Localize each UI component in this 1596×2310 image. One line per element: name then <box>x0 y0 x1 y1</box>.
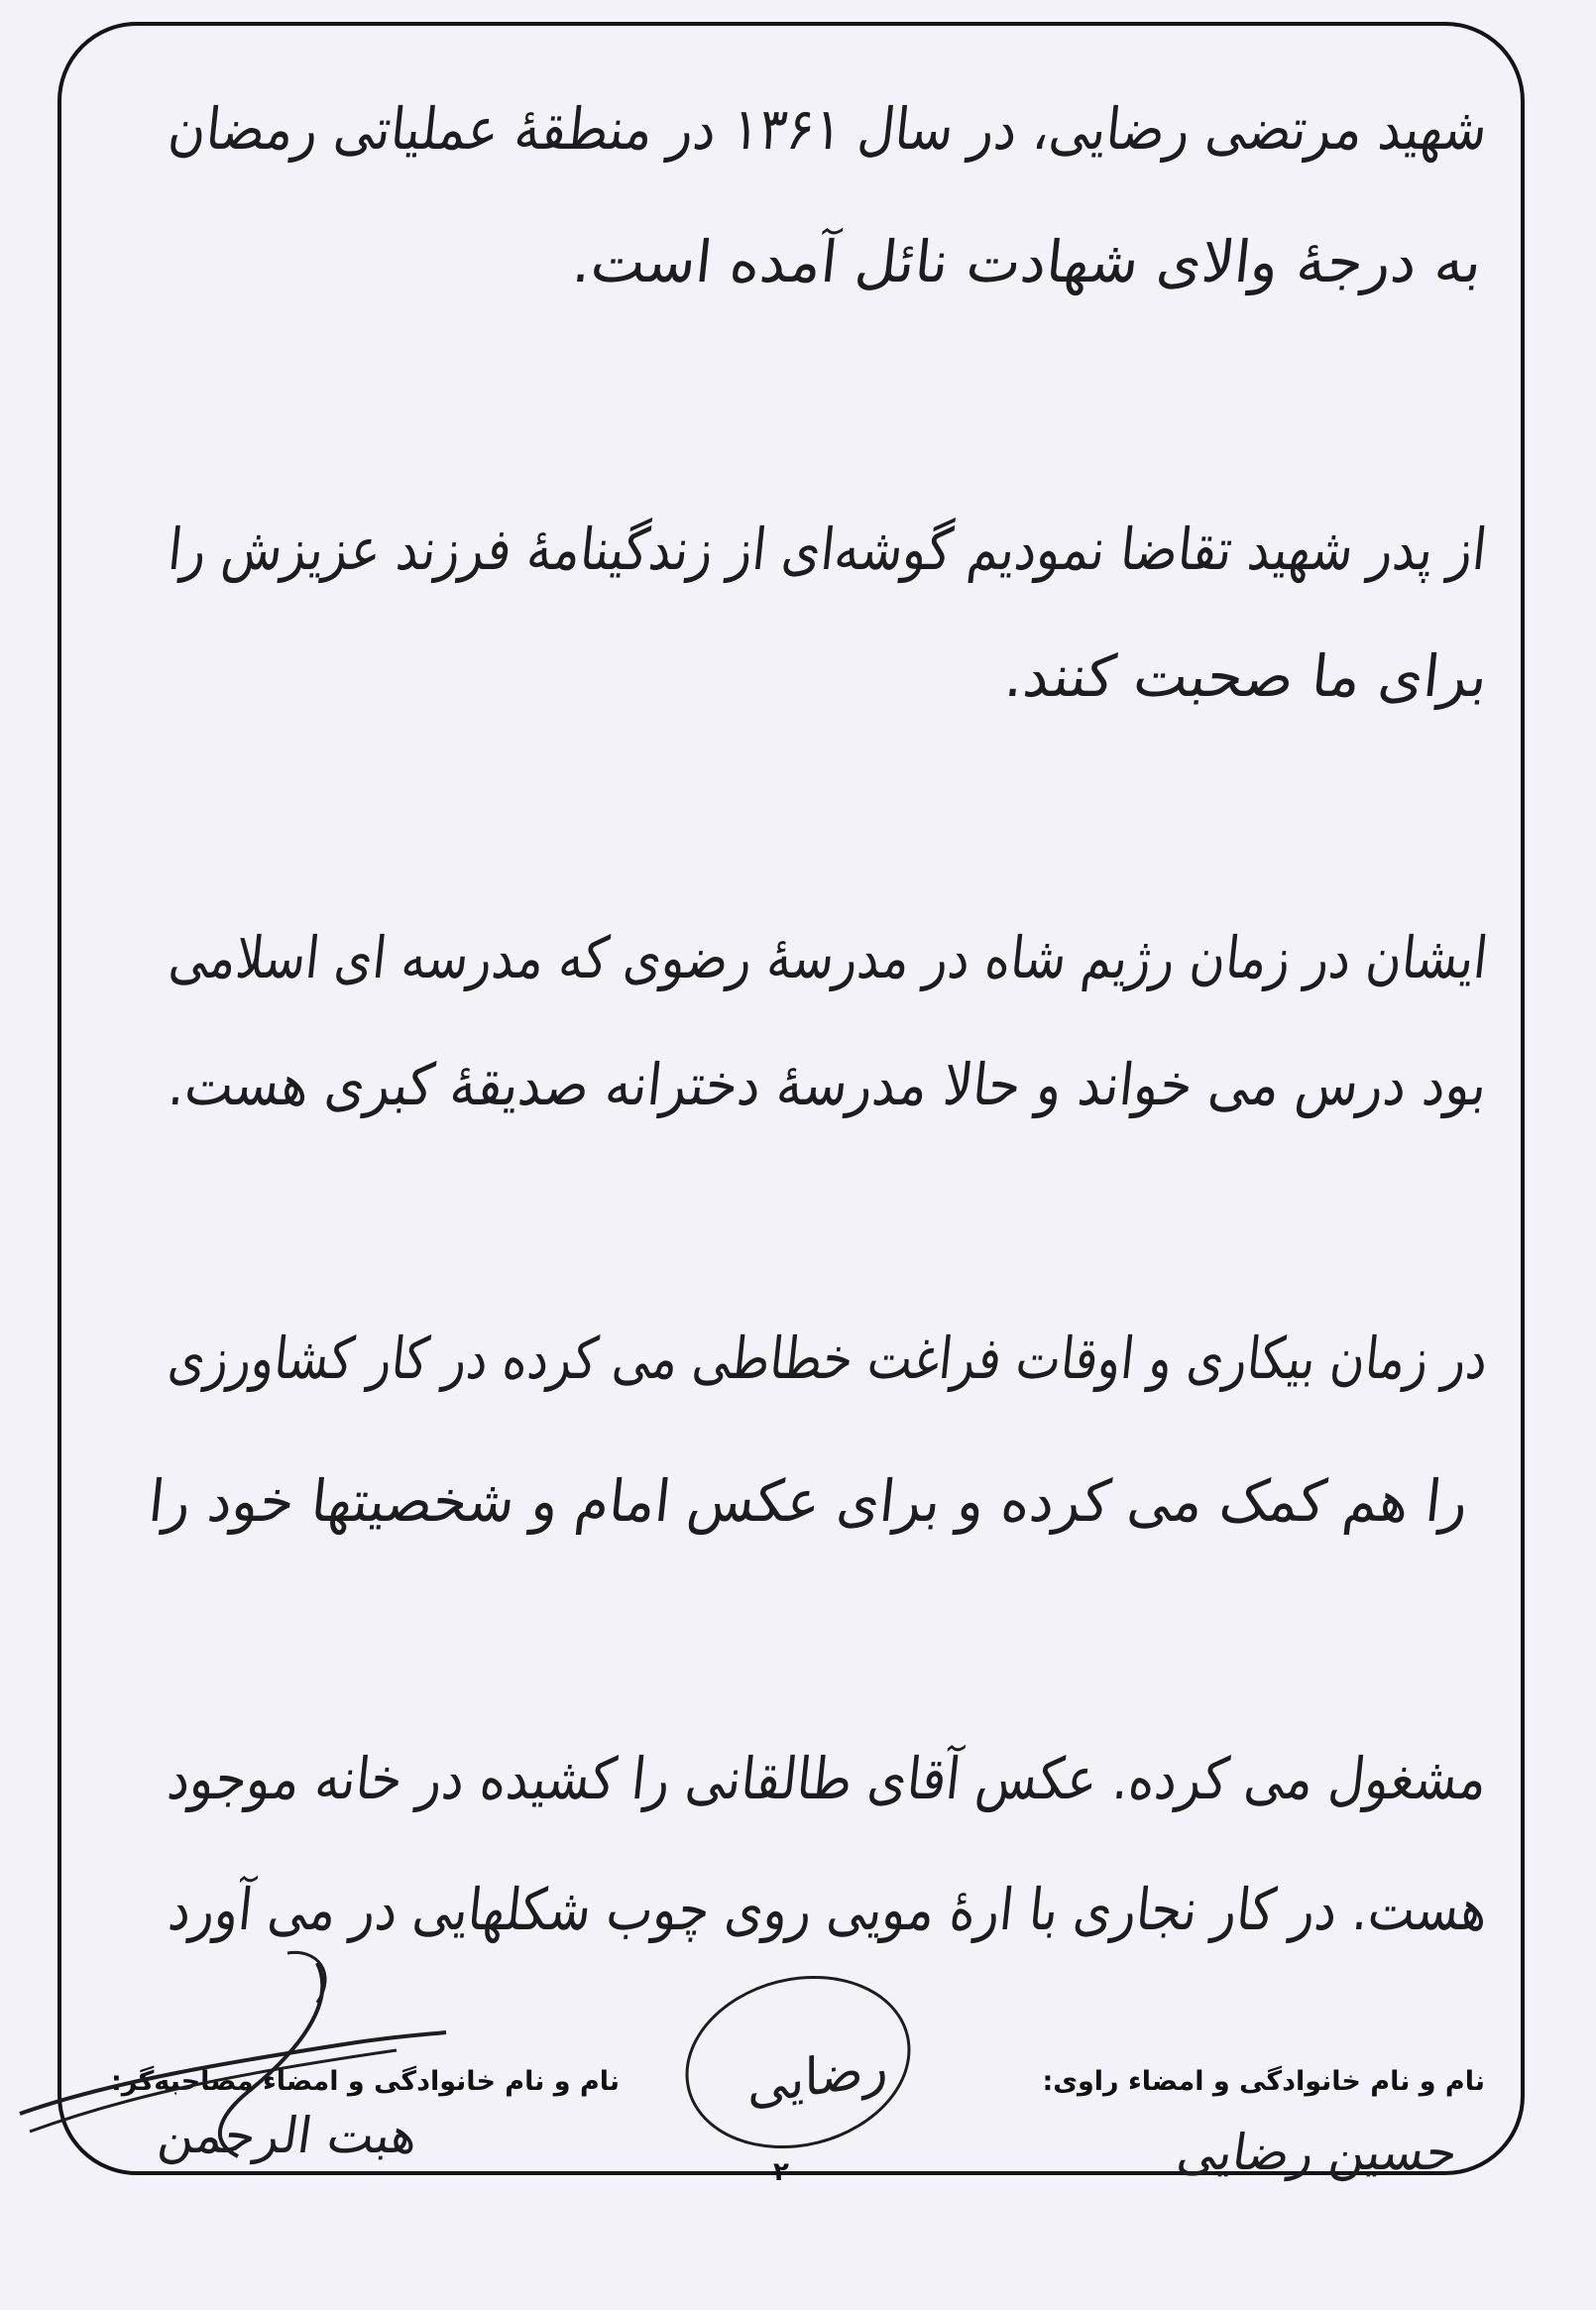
handwritten-line-7: در زمان بیکاری و اوقات فراغت خطاطی می کرده در کار کشاورزی <box>165 1325 1491 1392</box>
interviewer-signature: هبت الرحمن <box>154 2107 422 2164</box>
handwritten-line-4: برای ما صحبت کنند. <box>1001 642 1491 710</box>
handwritten-line-10: هست. در کار نجاری با ارهٔ مویی روی چوب شکلهایی در می آورد <box>165 1876 1491 1943</box>
interviewer-signature-label: نام و نام خانوادگی و امضاء مصاحبه‌گر: <box>111 2066 621 2097</box>
handwritten-line-2: به درجهٔ والای شهادت نائل آمده است. <box>569 228 1486 295</box>
handwritten-line-6: بود درس می خواند و حالا مدرسهٔ دخترانه صدیقهٔ کبری هست. <box>166 1051 1491 1118</box>
narrator-signature-label: نام و نام خانوادگی و امضاء راوی: <box>1042 2066 1485 2097</box>
stamp-text: رضایی <box>747 2036 888 2118</box>
handwritten-line-9: مشغول می کرده. عکس آقای طالقانی را کشیده در خانه موجود <box>165 1745 1491 1812</box>
handwritten-line-8: را هم کمک می کرده و برای عکس امام و شخصیتها خود را <box>145 1467 1471 1535</box>
handwritten-line-5: ایشان در زمان رژیم شاه در مدرسهٔ رضوی که مدرسه ای اسلامی <box>165 924 1491 991</box>
narrator-signature: حسین رضایی <box>1173 2124 1462 2181</box>
handwritten-line-1: شهید مرتضی رضایی، در سال ۱۳۶۱ در منطقهٔ عملیاتی رمضان <box>165 95 1491 163</box>
handwritten-line-3: از پدر شهید تقاضا نمودیم گوشه‌ای از زندگینامهٔ فرزند عزیزش را <box>165 516 1491 583</box>
page-number: ۲ <box>773 2157 789 2187</box>
interviewer-signature-scribble <box>0 1943 456 2181</box>
